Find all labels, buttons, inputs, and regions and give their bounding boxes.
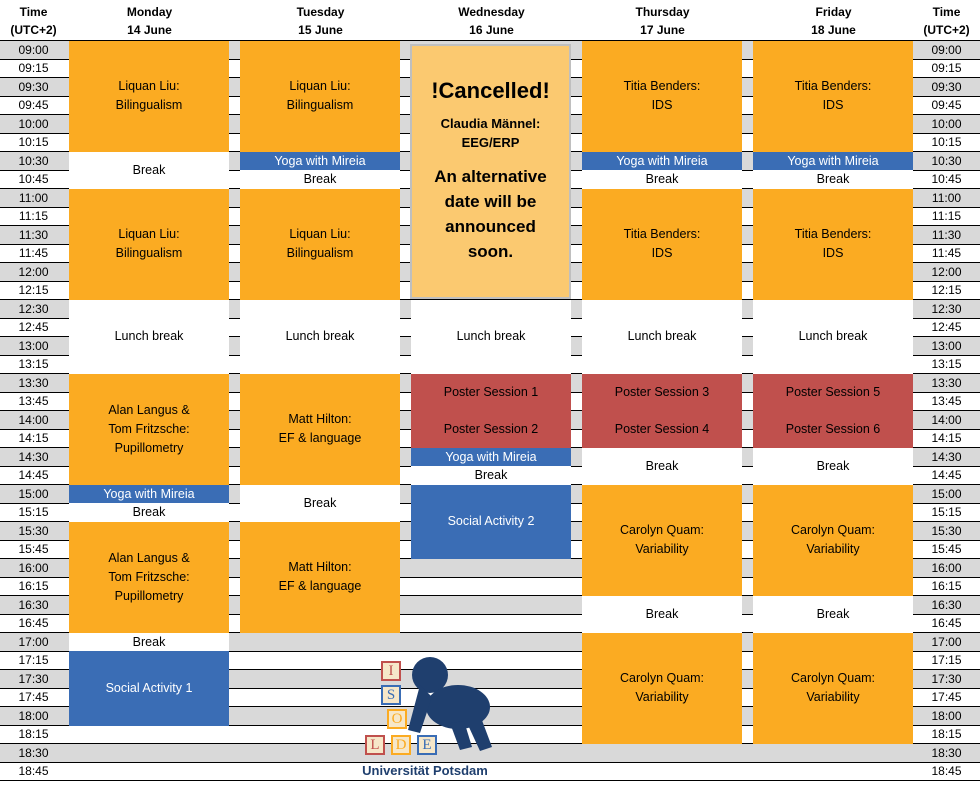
event-poster-session-2 xyxy=(411,411,571,449)
time-label-right: 13:30 xyxy=(931,375,962,390)
time-label-right: 12:00 xyxy=(931,264,962,279)
event-titia-benders-ids xyxy=(753,41,913,153)
time-label-left: 12:45 xyxy=(18,320,49,334)
time-label-left: 13:00 xyxy=(18,338,49,353)
event-line: Carolyn Quam: xyxy=(790,671,876,686)
event-line: Break xyxy=(132,162,166,177)
time-label-left: 10:00 xyxy=(18,116,49,131)
time-label-left: 09:00 xyxy=(18,42,49,57)
event-line: Variability xyxy=(635,690,689,705)
event-line: IDS xyxy=(651,98,673,113)
time-label-left: 11:00 xyxy=(18,190,49,205)
time-header-right xyxy=(913,3,980,39)
day-name: Thursday xyxy=(635,5,690,19)
logo-caption: Universität Potsdam xyxy=(362,763,488,778)
time-label-right: 13:00 xyxy=(931,338,962,353)
cancelled-session-block xyxy=(410,44,571,299)
event-break xyxy=(582,596,742,634)
cancelled-notice-line4: soon. xyxy=(467,242,514,261)
event-line: Break xyxy=(816,458,850,473)
event-line: Break xyxy=(816,172,850,186)
day-date: 14 June xyxy=(127,23,172,37)
event-line: Pupillometry xyxy=(114,588,184,603)
time-label-left: 16:15 xyxy=(18,579,49,593)
time-label-left: 17:00 xyxy=(18,634,49,649)
event-poster-session-1 xyxy=(411,374,571,412)
event-line: Break xyxy=(645,172,679,186)
event-line: Break xyxy=(132,505,166,519)
event-line: Break xyxy=(303,495,337,510)
event-yoga-with-mireia xyxy=(69,485,229,504)
event-liquan-liu-bilingualism xyxy=(240,189,400,301)
event-line: Alan Langus & xyxy=(108,550,190,565)
event-line: Break xyxy=(816,606,850,621)
event-alan-langus-tom-fritzsche-pupillometry xyxy=(69,522,229,634)
time-label-left: 14:45 xyxy=(18,468,49,482)
time-label-right: 14:00 xyxy=(931,412,962,427)
time-label-right: 15:15 xyxy=(931,505,962,519)
time-label-right: 18:30 xyxy=(931,745,962,760)
event-line: Poster Session 6 xyxy=(785,421,881,436)
event-line: Liquan Liu: xyxy=(118,227,180,242)
time-header-right-line1: Time xyxy=(932,5,961,19)
time-label-left: 15:45 xyxy=(18,542,49,556)
time-label-left: 10:15 xyxy=(18,135,49,149)
event-break xyxy=(240,170,400,189)
event-line: Break xyxy=(645,606,679,621)
time-header-left-line1: Time xyxy=(19,5,48,19)
cancelled-speaker-name: Claudia Männel: xyxy=(440,116,541,131)
time-label-left: 15:00 xyxy=(18,486,49,501)
event-yoga-with-mireia xyxy=(240,152,400,171)
time-label-right: 10:15 xyxy=(931,135,962,149)
time-label-right: 10:30 xyxy=(931,153,962,168)
event-line: Bilingualism xyxy=(286,98,354,113)
time-label-right: 11:45 xyxy=(931,246,962,260)
event-line: Poster Session 3 xyxy=(614,384,710,399)
event-line: Titia Benders: xyxy=(623,79,701,94)
event-break xyxy=(753,448,913,486)
event-line: Matt Hilton: xyxy=(288,412,352,427)
event-line: Bilingualism xyxy=(286,246,354,261)
time-label-right: 13:45 xyxy=(931,394,962,408)
time-label-left: 18:15 xyxy=(18,727,49,741)
time-label-right: 16:00 xyxy=(931,560,962,575)
time-label-right: 09:15 xyxy=(931,61,962,75)
event-line: Poster Session 4 xyxy=(614,421,710,436)
time-label-left: 18:00 xyxy=(18,708,49,723)
time-label-left: 17:30 xyxy=(18,671,49,686)
time-label-left: 18:45 xyxy=(18,764,49,778)
time-label-right: 15:30 xyxy=(931,523,962,538)
time-label-left: 14:00 xyxy=(18,412,49,427)
event-line: Liquan Liu: xyxy=(118,79,180,94)
event-line: Titia Benders: xyxy=(794,227,872,242)
event-break xyxy=(582,170,742,189)
event-line: Yoga with Mireia xyxy=(616,153,708,168)
day-date: 17 June xyxy=(640,23,685,37)
event-line: IDS xyxy=(651,246,673,261)
event-line: Social Activity 1 xyxy=(105,680,193,695)
event-titia-benders-ids xyxy=(753,189,913,301)
event-line: Tom Fritzsche: xyxy=(108,421,190,436)
time-label-right: 17:30 xyxy=(931,671,962,686)
time-label-right: 10:45 xyxy=(931,172,962,186)
event-line: Social Activity 2 xyxy=(447,514,535,529)
event-line: Poster Session 2 xyxy=(443,421,539,436)
event-social-activity-1 xyxy=(69,651,229,726)
event-break xyxy=(753,596,913,634)
event-social-activity-2 xyxy=(411,485,571,560)
event-carolyn-quam-variability xyxy=(582,633,742,745)
time-label-left: 09:15 xyxy=(18,61,49,75)
time-label-right: 12:15 xyxy=(931,283,962,297)
time-label-left: 09:45 xyxy=(18,98,49,112)
time-label-left: 17:45 xyxy=(18,690,49,704)
time-header-right-line2: (UTC+2) xyxy=(923,23,970,37)
time-label-left: 12:30 xyxy=(18,301,49,316)
cancelled-notice-line3: announced xyxy=(445,217,536,236)
time-label-right: 12:30 xyxy=(931,301,962,316)
event-line: Break xyxy=(645,458,679,473)
event-break xyxy=(753,170,913,189)
time-label-left: 10:30 xyxy=(18,153,49,168)
event-line: Bilingualism xyxy=(115,246,183,261)
event-lunch-break xyxy=(411,300,571,375)
event-line: Matt Hilton: xyxy=(288,560,352,575)
time-label-left: 15:30 xyxy=(18,523,49,538)
time-label-right: 18:00 xyxy=(931,708,962,723)
event-line: Alan Langus & xyxy=(108,402,190,417)
event-lunch-break xyxy=(69,300,229,375)
day-header-monday xyxy=(64,3,235,39)
time-label-left: 11:15 xyxy=(18,209,49,223)
event-break xyxy=(240,485,400,523)
event-line: Lunch break xyxy=(798,329,868,344)
event-carolyn-quam-variability xyxy=(753,633,913,745)
event-line: Yoga with Mireia xyxy=(274,153,366,168)
event-alan-langus-tom-fritzsche-pupillometry xyxy=(69,374,229,486)
event-line: Carolyn Quam: xyxy=(619,671,705,686)
time-label-left: 09:30 xyxy=(18,79,49,94)
isolde-logo xyxy=(345,655,505,783)
event-line: Tom Fritzsche: xyxy=(108,569,190,584)
event-carolyn-quam-variability xyxy=(582,485,742,597)
event-liquan-liu-bilingualism xyxy=(69,41,229,153)
event-poster-session-5 xyxy=(753,374,913,412)
event-break xyxy=(582,448,742,486)
time-header-left xyxy=(0,3,67,39)
event-liquan-liu-bilingualism xyxy=(240,41,400,153)
day-header-friday xyxy=(748,3,919,39)
time-header-left-line2: (UTC+2) xyxy=(10,23,57,37)
event-yoga-with-mireia xyxy=(411,448,571,467)
event-poster-session-6 xyxy=(753,411,913,449)
event-line: Bilingualism xyxy=(115,98,183,113)
time-label-right: 14:30 xyxy=(931,449,962,464)
time-label-right: 12:45 xyxy=(931,320,962,334)
time-label-left: 16:45 xyxy=(18,616,49,630)
time-label-left: 12:15 xyxy=(18,283,49,297)
time-label-left: 15:15 xyxy=(18,505,49,519)
logo-cube-s: S xyxy=(381,685,401,705)
time-label-right: 11:30 xyxy=(931,227,962,242)
time-label-right: 10:00 xyxy=(931,116,962,131)
day-name: Monday xyxy=(126,5,173,19)
day-name: Friday xyxy=(815,5,852,19)
day-date: 18 June xyxy=(811,23,856,37)
time-label-right: 11:15 xyxy=(931,209,962,223)
event-line: Break xyxy=(303,172,337,186)
time-label-right: 13:15 xyxy=(931,357,962,371)
logo-cube-e: E xyxy=(417,735,437,755)
event-line: Lunch break xyxy=(114,329,184,344)
event-line: Break xyxy=(474,468,508,482)
day-header-tuesday xyxy=(235,3,406,39)
event-carolyn-quam-variability xyxy=(753,485,913,597)
time-label-right: 09:00 xyxy=(931,42,962,57)
time-label-left: 11:45 xyxy=(18,246,49,260)
event-line: Yoga with Mireia xyxy=(445,449,537,464)
event-lunch-break xyxy=(753,300,913,375)
event-line: Liquan Liu: xyxy=(289,79,351,94)
time-label-left: 16:00 xyxy=(18,560,49,575)
event-line: Variability xyxy=(635,542,689,557)
logo-cube-d: D xyxy=(391,735,411,755)
cancelled-speaker-topic: EEG/ERP xyxy=(461,135,520,150)
event-line: Poster Session 5 xyxy=(785,384,881,399)
time-label-left: 11:30 xyxy=(18,227,49,242)
time-label-right: 17:45 xyxy=(931,690,962,704)
time-label-right: 14:15 xyxy=(931,431,962,445)
event-line: IDS xyxy=(822,246,844,261)
event-break xyxy=(69,152,229,190)
event-line: EF & language xyxy=(278,579,362,594)
time-label-left: 13:45 xyxy=(18,394,49,408)
time-label-right: 17:15 xyxy=(931,653,962,667)
event-line: Poster Session 1 xyxy=(443,384,539,399)
time-label-left: 13:30 xyxy=(18,375,49,390)
cancelled-notice-line2: date will be xyxy=(444,192,537,211)
event-line: Titia Benders: xyxy=(623,227,701,242)
day-name: Wednesday xyxy=(458,5,525,19)
logo-cube-o: O xyxy=(387,709,407,729)
event-yoga-with-mireia xyxy=(582,152,742,171)
day-date: 16 June xyxy=(469,23,514,37)
time-label-right: 17:00 xyxy=(931,634,962,649)
time-label-left: 10:45 xyxy=(18,172,49,186)
time-label-left: 16:30 xyxy=(18,597,49,612)
logo-cube-i: I xyxy=(381,661,401,681)
time-label-right: 16:15 xyxy=(931,579,962,593)
event-line: Lunch break xyxy=(627,329,697,344)
cancelled-title: !Cancelled! xyxy=(431,78,550,103)
event-break xyxy=(411,466,571,485)
time-label-left: 13:15 xyxy=(18,357,49,371)
event-line: Carolyn Quam: xyxy=(790,523,876,538)
event-liquan-liu-bilingualism xyxy=(69,189,229,301)
cancelled-notice-line1: An alternative xyxy=(434,167,547,186)
event-matt-hilton-ef-language xyxy=(240,522,400,634)
event-line: Variability xyxy=(806,542,860,557)
time-label-right: 09:45 xyxy=(931,98,962,112)
event-line: IDS xyxy=(822,98,844,113)
day-date: 15 June xyxy=(298,23,343,37)
event-line: Lunch break xyxy=(285,329,355,344)
event-line: Liquan Liu: xyxy=(289,227,351,242)
logo-cube-l: L xyxy=(365,735,385,755)
event-poster-session-3 xyxy=(582,374,742,412)
event-lunch-break xyxy=(240,300,400,375)
time-label-left: 17:15 xyxy=(18,653,49,667)
event-titia-benders-ids xyxy=(582,189,742,301)
day-header-thursday xyxy=(577,3,748,39)
event-yoga-with-mireia xyxy=(753,152,913,171)
time-label-right: 18:45 xyxy=(931,764,962,778)
event-line: EF & language xyxy=(278,431,362,446)
time-label-left: 12:00 xyxy=(18,264,49,279)
event-line: Variability xyxy=(806,690,860,705)
event-line: Yoga with Mireia xyxy=(787,153,879,168)
event-line: Break xyxy=(132,634,166,649)
time-label-right: 14:45 xyxy=(931,468,962,482)
time-label-right: 15:00 xyxy=(931,486,962,501)
event-poster-session-4 xyxy=(582,411,742,449)
event-break xyxy=(69,633,229,652)
time-label-right: 11:00 xyxy=(931,190,962,205)
time-label-right: 18:15 xyxy=(931,727,962,741)
event-lunch-break xyxy=(582,300,742,375)
time-label-right: 15:45 xyxy=(931,542,962,556)
event-matt-hilton-ef-language xyxy=(240,374,400,486)
event-line: Titia Benders: xyxy=(794,79,872,94)
event-line: Lunch break xyxy=(456,329,526,344)
event-break xyxy=(69,503,229,522)
event-line: Carolyn Quam: xyxy=(619,523,705,538)
time-label-right: 16:45 xyxy=(931,616,962,630)
event-line: Yoga with Mireia xyxy=(103,486,195,501)
time-label-right: 16:30 xyxy=(931,597,962,612)
event-titia-benders-ids xyxy=(582,41,742,153)
day-name: Tuesday xyxy=(296,5,345,19)
time-label-left: 18:30 xyxy=(18,745,49,760)
event-line: Pupillometry xyxy=(114,440,184,455)
time-label-right: 09:30 xyxy=(931,79,962,94)
day-header-wednesday xyxy=(406,3,577,39)
time-label-left: 14:30 xyxy=(18,449,49,464)
time-label-left: 14:15 xyxy=(18,431,49,445)
